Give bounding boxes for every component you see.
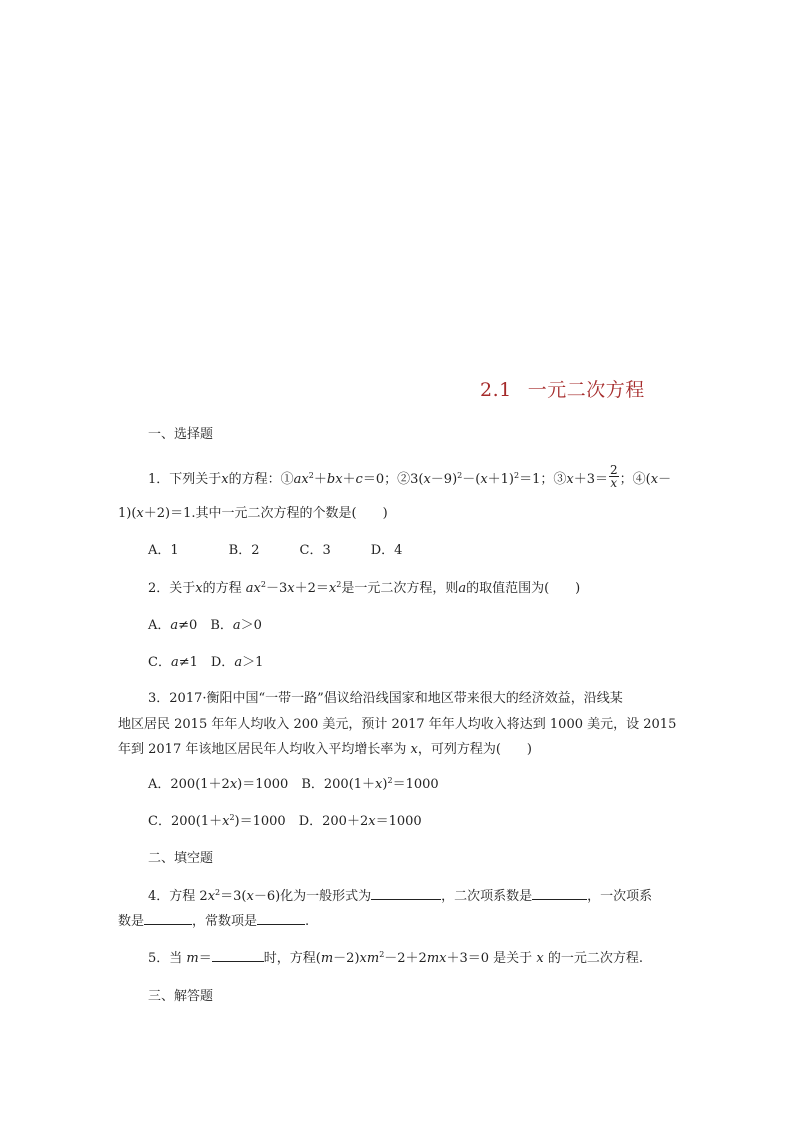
question-5: 5．当 m＝ 时，方程$(m-2)xm^2-2+2mx+3=0$ 是关于 x 的一元二次方程. [148,950,643,966]
page-title [480,375,645,402]
question-3-line-3: 年到 2017 年该地区居民年人均收入平均增长率为 x，可列方程为( ) [118,742,532,757]
question-3-options-cd: C．$200(1+x^2)=1000$ D．200＋2x＝1000 [148,813,422,829]
question-2-options-cd: C．a≠1 D．a＞1 [148,655,264,670]
answer-blank[interactable] [257,912,305,925]
question-2-options-ab: A．a≠0 B．a＞0 [148,618,262,633]
section-heading-choice: 一、选择题 [148,427,214,442]
title-number: 2.1 [480,379,512,401]
option-b: B．2 [228,543,260,558]
question-2: 2．关于x的方程 $ax^2-3x+2=x^2$是一元二次方程，则a的取值范围为( ) [148,580,581,596]
title-text: 一元二次方程 [527,379,645,401]
section-heading-solve: 三、解答题 [148,989,214,1004]
answer-blank[interactable] [532,887,587,900]
section-heading-fill: 二、填空题 [148,851,214,866]
question-3-line-2: 地区居民 2015 年年人均收入 200 美元，预计 2017 年年人均收入将达到 1000 美元，设 2015 [118,717,677,732]
option-d: D．4 [370,543,403,558]
question-1-continued: 1)(x＋2)＝1.其中一元二次方程的个数是( ) [118,506,388,521]
question-4-continued: 数是 ，常数项是 . [118,914,310,929]
answer-blank[interactable] [212,949,264,962]
question-3-line-1: 3．2017·衡阳中国“一带一路”倡议给沿线国家和地区带来很大的经济效益，沿线某 [148,691,623,706]
fraction-2-over-x: $\frac{2}{x}$ [610,463,618,490]
question-1: 1．下列关于x的方程：$①ax^2+bx+c=0$；$②3(x-9)^2-(x+1)^2=1$；③x＋3＝ $\frac{2}{x}$ ；④(x－ [148,463,672,490]
answer-blank[interactable] [144,912,192,925]
question-3-options-ab: A．200(1＋2x)＝1000 B．$200(1+x)^2=1000$ [148,776,439,792]
question-4: 4．方程 $2x^2=3(x-6)$化为一般形式为 ，二次项系数是 ，一次项系 [148,888,653,904]
option-a: A．1 [148,543,179,558]
answer-blank[interactable] [371,887,441,900]
question-1-options [148,542,402,560]
option-c: C．3 [299,543,331,558]
